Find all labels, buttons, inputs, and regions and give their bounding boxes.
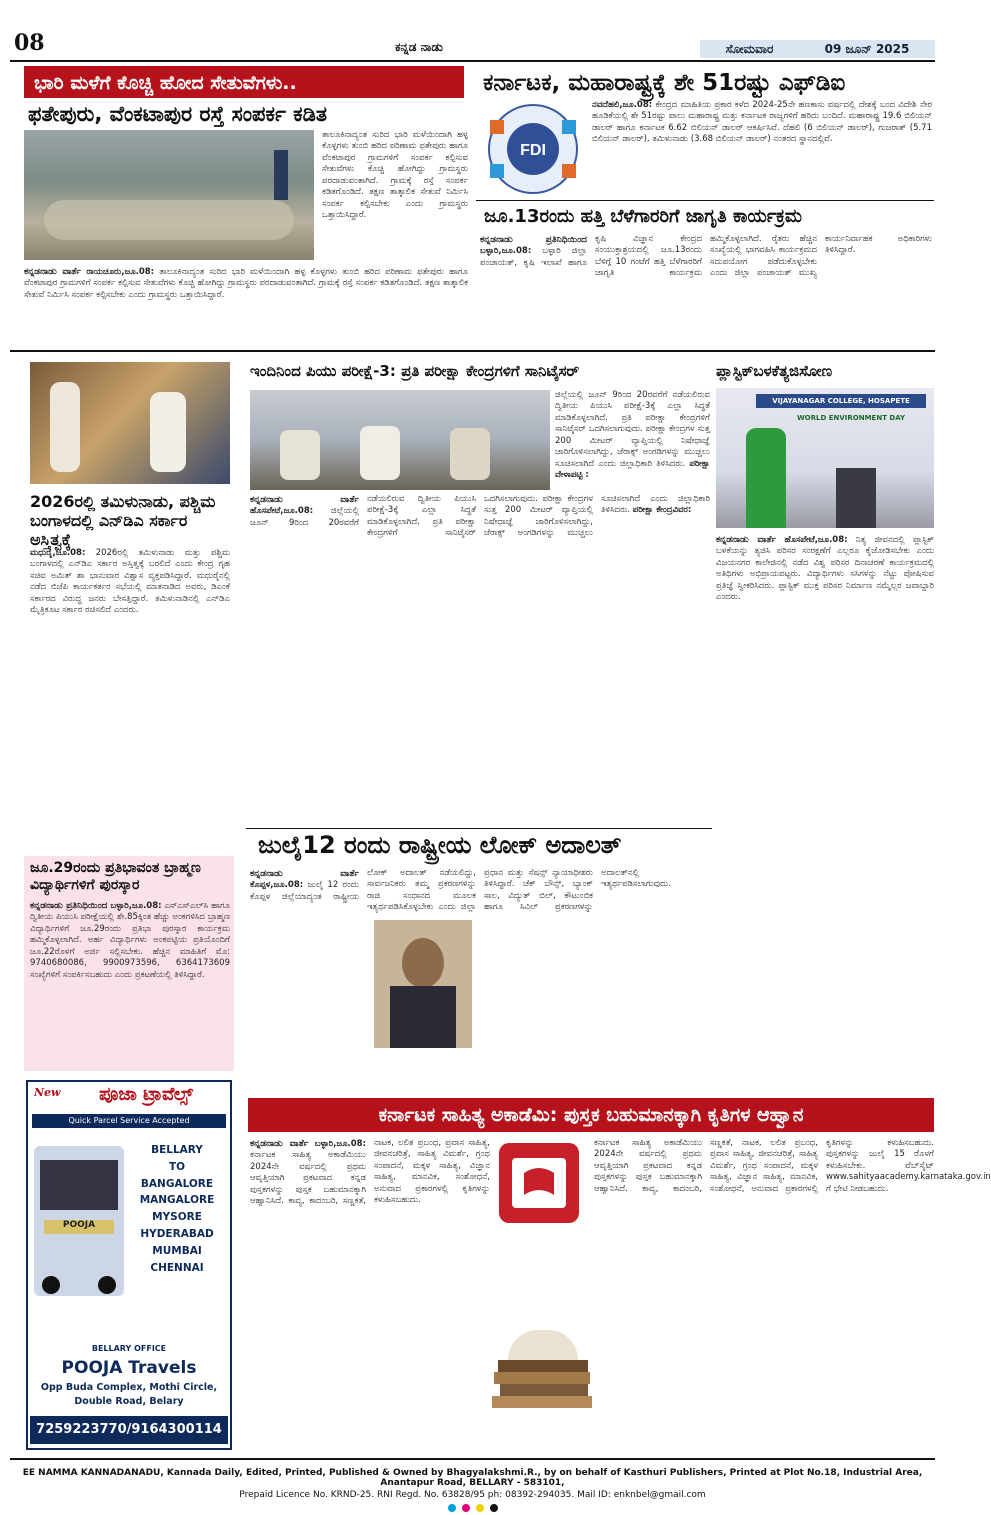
a5-headline: ಜೂ.29ರಂದು ಪ್ರತಿಭಾವಂತ ಬ್ರಾಹ್ಮಣ ವಿದ್ಯಾರ್ಥಿಗಳಿಗೆ ಪುರಸ್ಕಾರ <box>30 860 201 893</box>
fdi-label: FDI <box>520 142 546 159</box>
a6-meeting-photo <box>250 390 550 490</box>
ad-tagline: Quick Parcel Service Accepted <box>32 1114 226 1128</box>
a2-body <box>592 100 932 198</box>
ad-route-list <box>126 1142 228 1276</box>
a8-body-text: ಜುಲೈ 12 ರಂದು ಕೊಪ್ಪಳ ಜಿಲ್ಲೆಯಾದ್ಯಂತ ರಾಷ್ಟ್ರೀಯ ಲೋಕ್ ಅದಾಲತ್ ನಡೆಯಲಿದ್ದು, ಸಾರ್ವಜನಿಕರು ತಮ್ಮ ಪ್ರಕರಣಗಳನ್ನು ರಾಜಿ ಸಂಧಾನದ ಮೂಲಕ ಇತ್ಯರ್ಥಪಡಿಸಿಕೊಳ್ಳಬೇಕು ಎಂದು ಜಿಲ್ಲಾ ಪ್ರಧಾನ ಮತ್ತು ಸೆಷನ್ಸ್ ನ್ಯಾಯಾಧೀಶರು ತಿಳಿಸಿದ್ದಾರೆ. ಚೆಕ್ ಬೌನ್ಸ್, ಬ್ಯಾಂಕ್ ಸಾಲ, ವಿದ್ಯುತ್ ಬಿಲ್, ಕೌಟುಂಬಿಕ ಹಾಗೂ ಸಿವಿಲ್ ಪ್ರಕರಣಗಳನ್ನು ಅದಾಲತ್‌ನಲ್ಲಿ ಇತ್ಯರ್ಥಪಡಿಸಲಾಗುವುದು. <box>250 868 672 913</box>
ad-address-1: Opp Buda Complex, Mothi Circle, <box>40 1382 218 1393</box>
a3-body-text: ಬಳ್ಳಾರಿ ಜಿಲ್ಲಾ ಪಂಚಾಯತ್, ಕೃಷಿ ಇಲಾಖೆ ಹಾಗೂ ಕೃಷಿ ವಿಜ್ಞಾನ ಕೇಂದ್ರದ ಸಂಯುಕ್ತಾಶ್ರಯದಲ್ಲಿ ಜೂ.13ರಂದು ಬೆಳಿಗ್ಗೆ 10 ಗಂಟೆಗೆ ಹತ್ತಿ ಬೆಳೆಗಾರರಿಗೆ ಜಾಗೃತಿ ಕಾರ್ಯಕ್ರಮ ಹಮ್ಮಿಕೊಳ್ಳಲಾಗಿದೆ. ರೈತರು ಹೆಚ್ಚಿನ ಸಂಖ್ಯೆಯಲ್ಲಿ ಭಾಗವಹಿಸಿ ಕಾರ್ಯಕ್ರಮದ ಸದುಪಯೋಗ ಪಡೆದುಕೊಳ್ಳಬೇಕು ಎಂದು ಜಿಲ್ಲಾ ಪಂಚಾಯತ್ ಮುಖ್ಯ ಕಾರ್ಯನಿರ್ವಾಹಕ ಅಧಿಕಾರಿಗಳು ತಿಳಿಸಿದ್ದಾರೆ. <box>480 234 932 279</box>
footer-rule <box>10 1458 935 1460</box>
footer-line-1: EE NAMMA KANNADANADU, Kannada Daily, Edited, Printed, Published & Owned by Bhagyalakshmi.R., by on behalf of Kasthuri Publishers, Printed at Plot No.18, Industrial Area, Anantapur Road, BELLARY - 583101, <box>22 1468 923 1488</box>
ad-title: ಪೂಜಾ ಟ್ರಾವೆಲ್ಸ್ <box>68 1084 224 1110</box>
a8-dateline: ಕೊಪ್ಪಳ,ಜೂ.08: <box>250 880 304 891</box>
a4-headline: 2026ರಲ್ಲಿ ತಮಿಳುನಾಡು, ಪಶ್ಚಿಮ ಬಂಗಾಳದಲ್ಲಿ ಎನ್‌ಡಿಎ ಸರ್ಕಾರ ಅಸ್ತಿತ್ವಕ್ಕೆ <box>30 492 216 550</box>
a1-body-right: ತಾಲೂಕಿನಾದ್ಯಂತ ಸುರಿದ ಭಾರಿ ಮಳೆಯಿಂದಾಗಿ ಹಳ್ಳ ಕೊಳ್ಳಗಳು ತುಂಬಿ ಹರಿದ ಪರಿಣಾಮ ಫತೇಪುರು ಹಾಗೂ ವೆಂಕಟಾಪುರ ಗ್ರಾಮಗಳಿಗೆ ಸಂಪರ್ಕ ಕಲ್ಪಿಸುವ ಸೇತುವೆಗಳು ಕೊಚ್ಚಿ ಹೋಗಿದ್ದು ಗ್ರಾಮಸ್ಥರು ಪರದಾಡುವಂತಾಗಿದೆ. ಗ್ರಾಮಕ್ಕೆ ರಸ್ತೆ ಸಂಪರ್ಕ ಕಡಿತಗೊಂಡಿದೆ. ತಕ್ಷಣ ತಾತ್ಕಾಲಿಕ ಸೇತುವೆ ನಿರ್ಮಿಸಿ ಸಂಪರ್ಕ ಕಲ್ಪಿಸಬೇಕು ಎಂದು ಗ್ರಾಮಸ್ಥರು ಒತ್ತಾಯಿಸಿದ್ದಾರೆ. <box>322 130 468 221</box>
a8-headline: ಜುಲೈ12 ರಂದು ರಾಷ್ಟ್ರೀಯ ಲೋಕ್ ಅದಾಲತ್ <box>258 831 622 859</box>
a6-body-text: ಜಿಲ್ಲೆಯಲ್ಲಿ ಜೂನ್ 9ರಿಂದ 20ರವರೆಗೆ ನಡೆಯಲಿರುವ ದ್ವಿತೀಯ ಪಿಯುಸಿ ಪರೀಕ್ಷೆ-3ಕ್ಕೆ ಎಲ್ಲಾ ಸಿದ್ಧತೆ ಮಾಡಿಕೊಳ್ಳಲಾಗಿದೆ. ಪ್ರತಿ ಪರೀಕ್ಷಾ ಕೇಂದ್ರಗಳಿಗೆ ಸಾನಿಟೈಸರ್ ಒದಗಿಸಲಾಗುವುದು. ಪರೀಕ್ಷಾ ಕೇಂದ್ರಗಳ ಸುತ್ತ 200 ಮೀಟರ್ ವ್ಯಾಪ್ತಿಯಲ್ಲಿ ನಿಷೇಧಾಜ್ಞೆ ಜಾರಿಗೊಳಿಸಲಾಗಿದ್ದು, ಜೆರಾಕ್ಸ್ ಅಂಗಡಿಗಳನ್ನು ಮುಚ್ಚಲು ಸೂಚಿಸಲಾಗಿದೆ ಎಂದು ಜಿಲ್ಲಾಧಿಕಾರಿ ತಿಳಿಸಿದರು. <box>250 494 710 539</box>
a3-headline: ಜೂ.13ರಂದು ಹತ್ತಿ ಬೆಳೆಗಾರರಿಗೆ ಜಾಗೃತಿ ಕಾರ್ಯಕ್ರಮ <box>484 206 803 227</box>
date: 09 ಜೂನ್ 2025 <box>824 41 910 56</box>
a1-banner: ಭಾರಿ ಮಳೆಗೆ ಕೊಚ್ಚಿ ಹೋದ ಸೇತುವೆಗಳು.. <box>24 66 464 98</box>
a9-dateline: ಬಳ್ಳಾರಿ,ಜೂ.08: <box>314 1139 366 1149</box>
a7-byline: ಕನ್ನಡನಾಡು ವಾರ್ತೆ <box>716 535 777 545</box>
a9-banner: ಕರ್ನಾಟಕ ಸಾಹಿತ್ಯ ಅಕಾಡೆಮಿ: ಪುಸ್ತಕ ಬಹುಮಾನಕ್ಕಾಗಿ ಕೃತಿಗಳ ಆಹ್ವಾನ <box>248 1098 934 1132</box>
a5-body-text: ಎಸ್‌ಎಸ್‌ಎಲ್‌ಸಿ ಹಾಗೂ ದ್ವಿತೀಯ ಪಿಯುಸಿ ಪರೀಕ್ಷೆಯಲ್ಲಿ ಶೇ.85ಕ್ಕಿಂತ ಹೆಚ್ಚು ಅಂಕಗಳಿಸಿದ ಬ್ರಾಹ್ಮಣ ವಿದ್ಯಾರ್ಥಿಗಳಿಗೆ ಜೂ.29ರಂದು ಪ್ರತಿಭಾ ಪುರಸ್ಕಾರ ಕಾರ್ಯಕ್ರಮ ಹಮ್ಮಿಕೊಳ್ಳಲಾಗಿದೆ. ಅರ್ಹ ವಿದ್ಯಾರ್ಥಿಗಳು ಅಂಕಪಟ್ಟಿಯ ಪ್ರತಿಯೊಂದಿಗೆ ಜೂ.22ರೊಳಗೆ ಅರ್ಜಿ ಸಲ್ಲಿಸಬೇಕು. <box>30 901 230 957</box>
a9-byline: ಕನ್ನಡನಾಡು ವಾರ್ತೆ <box>250 1139 309 1149</box>
a8-body <box>250 868 710 1093</box>
a2-dateline: ನವದೆಹಲಿ,ಜೂ.08: <box>592 100 653 110</box>
a9-body-text-2: ಕರ್ನಾಟಕ ಸಾಹಿತ್ಯ ಅಕಾಡೆಮಿಯು 2024ನೇ ವರ್ಷದಲ್ಲಿ ಪ್ರಥಮ ಆವೃತ್ತಿಯಾಗಿ ಪ್ರಕಟವಾದ ಕನ್ನಡ ಪುಸ್ತಕಗಳನ್ನು ಪುಸ್ತಕ ಬಹುಮಾನಕ್ಕಾಗಿ ಆಹ್ವಾನಿಸಿದೆ. ಕಾವ್ಯ, ಕಾದಂಬರಿ, ಸಣ್ಣಕತೆ, ನಾಟಕ, ಲಲಿತ ಪ್ರಬಂಧ, ಪ್ರವಾಸ ಸಾಹಿತ್ಯ, ಜೀವನಚರಿತ್ರೆ, ಸಾಹಿತ್ಯ ವಿಮರ್ಶೆ, ಗ್ರಂಥ ಸಂಪಾದನೆ, ಮಕ್ಕಳ ಸಾಹಿತ್ಯ, ವಿಜ್ಞಾನ ಸಾಹಿತ್ಯ, ಮಾನವಿಕ, ಸಂಶೋಧನೆ, ಅನುವಾದ ಪ್ರಕಾರಗಳಲ್ಲಿ ಕೃತಿಗಳನ್ನು ಕಳುಹಿಸಬಹುದು. <box>594 1138 934 1194</box>
a1-byline: ಕನ್ನಡನಾಡು ವಾರ್ತೆ <box>24 267 82 277</box>
ad-phone: 7259223770/9164300114 <box>30 1416 228 1444</box>
a4-photo <box>30 362 230 484</box>
a6-dateline: ಹೊಸಪೇಟೆ,ಜೂ.08: <box>250 506 314 517</box>
a5-contact: ಹೆಚ್ಚಿನ ಮಾಹಿತಿಗೆ ಮೊ: 9740680086, 9900973596, 6364173609 ಸಂಖ್ಯೆಗಳಿಗೆ ಸಂಪರ್ಕಿಸಬಹುದು ಎಂದು ಪ್ರಕಟಣೆಯಲ್ಲಿ ತಿಳಿಸಿದ್ದಾರೆ. <box>30 946 230 980</box>
header-rule <box>10 60 935 62</box>
a4-body-text: 2026ರಲ್ಲಿ ತಮಿಳುನಾಡು ಮತ್ತು ಪಶ್ಚಿಮ ಬಂಗಾಳದಲ್ಲಿ ಎನ್‌ಡಿಎ ಸರ್ಕಾರ ಅಸ್ತಿತ್ವಕ್ಕೆ ಬರಲಿದೆ ಎಂದು ಕೇಂದ್ರ ಗೃಹ ಸಚಿವ ಅಮಿತ್ ಶಾ ಭಾನುವಾರ ವಿಶ್ವಾಸ ವ್ಯಕ್ತಪಡಿಸಿದ್ದಾರೆ. ಮಧುರೈನಲ್ಲಿ ನಡೆದ ಬಿಜೆಪಿ ಕಾರ್ಯಕರ್ತರ ಸಭೆಯಲ್ಲಿ ಮಾತನಾಡಿದ ಅವರು, ಡಿಎಂಕೆ ಸರ್ಕಾರದ ವಿರುದ್ಧ ಜನರು ಬೇಸತ್ತಿದ್ದಾರೆ. ತಮಿಳುನಾಡಿನಲ್ಲಿ ಎನ್‌ಡಿಎ ಮೈತ್ರಿಕೂಟ ಸರ್ಕಾರ ರಚಿಸಲಿದೆ ಎಂದರು. <box>30 548 231 616</box>
a5-dateline: ಬಳ್ಳಾರಿ,ಜೂ.08: <box>110 901 162 911</box>
route-0: BELLARY <box>151 1144 203 1156</box>
a9-deadline: ಪುಸ್ತಕಗಳನ್ನು ಜುಲೈ 15 ರೊಳಗೆ ಕಳುಹಿಸಬೇಕು. ವೆಬ್‌ಸೈಟ್ www.sahityaacademy.karnataka.gov.in ಗೆ ಭೇಟಿ ನೀಡಬಹುದು. <box>826 1149 991 1194</box>
a9-body-right <box>594 1138 991 1458</box>
a1-body-text: ತಾಲೂಕಿನಾದ್ಯಂತ ಸುರಿದ ಭಾರಿ ಮಳೆಯಿಂದಾಗಿ ಹಳ್ಳ ಕೊಳ್ಳಗಳು ತುಂಬಿ ಹರಿದ ಪರಿಣಾಮ ಫತೇಪುರು ಹಾಗೂ ವೆಂಕಟಾಪುರ ಗ್ರಾಮಗಳಿಗೆ ಸಂಪರ್ಕ ಕಲ್ಪಿಸುವ ಸೇತುವೆಗಳು ಕೊಚ್ಚಿ ಹೋಗಿದ್ದು ಗ್ರಾಮಸ್ಥರು ಪರದಾಡುವಂತಾಗಿದೆ. ಗ್ರಾಮಕ್ಕೆ ರಸ್ತೆ ಸಂಪರ್ಕ ಕಡಿತಗೊಂಡಿದೆ. ತಕ್ಷಣ ತಾತ್ಕಾಲಿಕ ಸೇತುವೆ ನಿರ್ಮಿಸಿ ಸಂಪರ್ಕ ಕಲ್ಪಿಸಬೇಕು ಎಂದು ಗ್ರಾಮಸ್ಥರು ಒತ್ತಾಯಿಸಿದ್ದಾರೆ. <box>24 267 468 300</box>
ad-office: BELLARY OFFICE <box>91 1344 167 1353</box>
ad-brand: POOJA Travels <box>61 1358 197 1378</box>
a1-headline: ಫತೇಪುರು, ವೆಂಕಟಾಪುರ ರಸ್ತೆ ಸಂಪರ್ಕ ಕಡಿತ <box>28 102 327 126</box>
a7-banner-text: VIJAYANAGAR COLLEGE, HOSAPETE <box>756 394 926 408</box>
book-icon <box>494 1138 584 1228</box>
a7-body-text: ನಿತ್ಯ ಜೀವನದಲ್ಲಿ ಪ್ಲಾಸ್ಟಿಕ್ ಬಳಕೆಯನ್ನು ತ್ಯಜಿಸಿ ಪರಿಸರ ಸಂರಕ್ಷಣೆಗೆ ಎಲ್ಲರೂ ಕೈಜೋಡಿಸಬೇಕು ಎಂದು ವಿಜಯನಗರ ಕಾಲೇಜಿನಲ್ಲಿ ನಡೆದ ವಿಶ್ವ ಪರಿಸರ ದಿನಾಚರಣೆ ಕಾರ್ಯಕ್ರಮದಲ್ಲಿ ಅತಿಥಿಗಳು ಅಭಿಪ್ರಾಯಪಟ್ಟರು. ವಿದ್ಯಾರ್ಥಿಗಳು ಸಸಿಗಳನ್ನು ನೆಟ್ಟು ಪೋಷಿಸುವ ಪ್ರತಿಜ್ಞೆ ಸ್ವೀಕರಿಸಿದರು. ಪ್ಲಾಸ್ಟಿಕ್ ಮುಕ್ತ ಪರಿಸರ ನಿರ್ಮಾಣ ನಮ್ಮೆಲ್ಲರ ಜವಾಬ್ದಾರಿ ಎಂದರು. <box>716 535 935 603</box>
a3-dateline: ಬಳ್ಳಾರಿ,ಜೂ.08: <box>480 246 532 257</box>
a6-subhead-1: ಪರೀಕ್ಷಾ ವೇಳಾಪಟ್ಟಿ : <box>555 458 710 481</box>
route-7: CHENNAI <box>150 1261 204 1274</box>
a7-body <box>716 534 934 1104</box>
a9-body-text: ಕರ್ನಾಟಕ ಸಾಹಿತ್ಯ ಅಕಾಡೆಮಿಯು 2024ನೇ ವರ್ಷದಲ್ಲಿ ಪ್ರಥಮ ಆವೃತ್ತಿಯಾಗಿ ಪ್ರಕಟವಾದ ಕನ್ನಡ ಪುಸ್ತಕಗಳನ್ನು ಪುಸ್ತಕ ಬಹುಮಾನಕ್ಕಾಗಿ ಆಹ್ವಾನಿಸಿದೆ. ಕಾವ್ಯ, ಕಾದಂಬರಿ, ಸಣ್ಣಕತೆ, ನಾಟಕ, ಲಲಿತ ಪ್ರಬಂಧ, ಪ್ರವಾಸ ಸಾಹಿತ್ಯ, ಜೀವನಚರಿತ್ರೆ, ಸಾಹಿತ್ಯ ವಿಮರ್ಶೆ, ಗ್ರಂಥ ಸಂಪಾದನೆ, ಮಕ್ಕಳ ಸಾಹಿತ್ಯ, ವಿಜ್ಞಾನ ಸಾಹಿತ್ಯ, ಮಾನವಿಕ, ಸಂಶೋಧನೆ, ಅನುವಾದ ಪ್ರಕಾರಗಳಲ್ಲಿ ಕೃತಿಗಳನ್ನು ಕಳುಹಿಸಬಹುದು. <box>250 1138 490 1207</box>
a2-rule <box>476 200 934 201</box>
a6-body <box>250 494 710 824</box>
route-2: BANGALORE <box>140 1177 214 1190</box>
a1-dateline: ರಾಯಚೂರು,ಜೂ.08: <box>86 267 155 277</box>
registration-dots <box>0 1504 945 1515</box>
a3-byline: ಕನ್ನಡನಾಡು ಪ್ರತಿನಿಧಿಯಿಂದ <box>480 235 587 245</box>
a2-headline: ಕರ್ನಾಟಕ, ಮಹಾರಾಷ್ಟ್ರಕ್ಕೆ ಶೇ 51ರಷ್ಟು ಎಫ್‌ಡಿಐ <box>483 70 846 96</box>
a5-body <box>30 900 230 1068</box>
fdi-gear-icon <box>480 100 586 198</box>
a3-body <box>480 234 932 344</box>
footer <box>0 1466 945 1507</box>
a8-byline: ಕನ್ನಡನಾಡು ವಾರ್ತೆ <box>250 869 359 879</box>
paper-name: ಕನ್ನಡ ನಾಡು <box>395 40 443 54</box>
a6-subhead-2: ಪರೀಕ್ಷಾ ಕೇಂದ್ರವಿವರ: <box>632 505 692 516</box>
a7-headline: ಪ್ಲಾಸ್ಟಿಕ್‌ಬಳಕೆತ್ಯಜಿಸೋಣ <box>716 362 833 380</box>
a6-body-right-text: ಜಿಲ್ಲೆಯಲ್ಲಿ ಜೂನ್ 9ರಿಂದ 20ರವರೆಗೆ ನಡೆಯಲಿರುವ ದ್ವಿತೀಯ ಪಿಯುಸಿ ಪರೀಕ್ಷೆ-3ಕ್ಕೆ ಎಲ್ಲಾ ಸಿದ್ಧತೆ ಮಾಡಿಕೊಳ್ಳಲಾಗಿದೆ. ಪ್ರತಿ ಪರೀಕ್ಷಾ ಕೇಂದ್ರಗಳಿಗೆ ಸಾನಿಟೈಸರ್ ಒದಗಿಸಲಾಗುವುದು. ಪರೀಕ್ಷಾ ಕೇಂದ್ರಗಳ ಸುತ್ತ 200 ಮೀಟರ್ ವ್ಯಾಪ್ತಿಯಲ್ಲಿ ನಿಷೇಧಾಜ್ಞೆ ಜಾರಿಗೊಳಿಸಲಾಗಿದ್ದು, ಜೆರಾಕ್ಸ್ ಅಂಗಡಿಗಳನ್ನು ಮುಚ್ಚಲು ಸೂಚಿಸಲಾಗಿದೆ ಎಂದು ಜಿಲ್ಲಾಧಿಕಾರಿ ತಿಳಿಸಿದರು. <box>555 390 710 469</box>
a2-body-text: ಕೇಂದ್ರದ ಮಾಹಿತಿಯ ಪ್ರಕಾರ ಕಳೆದ 2024-25ನೇ ಹಣಕಾಸು ವರ್ಷದಲ್ಲಿ ದೇಶಕ್ಕೆ ಬಂದ ವಿದೇಶಿ ನೇರ ಹೂಡಿಕೆಯಲ್ಲಿ ಶೇ 51ರಷ್ಟು ಪಾಲು ಮಹಾರಾಷ್ಟ್ರ ಮತ್ತು ಕರ್ನಾಟಕ ರಾಜ್ಯಗಳಿಗೆ ಹರಿದು ಬಂದಿದೆ. ಮಹಾರಾಷ್ಟ್ರ 19.6 ಬಿಲಿಯನ್ ಡಾಲರ್ ಹಾಗೂ ಕರ್ನಾಟಕ 6.62 ಬಿಲಿಯನ್ ಡಾಲರ್ ಆಕರ್ಷಿಸಿವೆ. ದೆಹಲಿ (6 ಬಿಲಿಯನ್ ಡಾಲರ್), ಗುಜರಾತ್ (5.71 ಬಿಲಿಯನ್ ಡಾಲರ್), ತಮಿಳುನಾಡು (3.68 ಬಿಲಿಯನ್ ಡಾಲರ್) ನಂತರದ ಸ್ಥಾನದಲ್ಲಿವೆ. <box>592 100 933 145</box>
a6-headline: ಇಂದಿನಿಂದ ಪಿಯು ಪರೀಕ್ಷೆ-3: ಪ್ರತಿ ಪರೀಕ್ಷಾ ಕೇಂದ್ರಗಳಿಗೆ ಸಾನಿಟೈಸರ್ <box>250 362 580 380</box>
a8-rule <box>246 828 712 829</box>
day: ಸೋಮವಾರ <box>725 41 774 56</box>
route-6: MUMBAI <box>152 1244 202 1257</box>
a7-dateline: ಹೊಸಪೇಟೆ,ಜೂ.08: <box>784 535 848 545</box>
ad-routes <box>28 1136 230 1336</box>
date-bar <box>700 40 935 58</box>
bus-name: POOJA <box>44 1220 114 1234</box>
route-4: MYSORE <box>152 1211 202 1224</box>
a1-body <box>24 266 468 326</box>
bus-icon <box>34 1146 124 1296</box>
footer-line-2: Prepaid Licence No. KRND-25. RNI Regd. No. 63828/95 ph: 08392-294035. Mail ID: enknbel@gmail.com <box>239 1490 706 1500</box>
ad-address-2: Double Road, Belary <box>74 1396 184 1407</box>
a7-banner-sub: WORLD ENVIRONMENT DAY <box>796 414 906 422</box>
ad-pooja-travels <box>26 1080 232 1450</box>
a6-body-right <box>555 390 710 510</box>
route-1: TO <box>168 1160 186 1173</box>
a4-body <box>30 548 230 848</box>
a1-flood-photo <box>24 130 314 260</box>
a6-byline: ಕನ್ನಡನಾಡು ವಾರ್ತೆ <box>250 495 359 505</box>
route-5: HYDERABAD <box>140 1227 214 1240</box>
route-3: MANGALORE <box>139 1194 215 1207</box>
page-number: 08 <box>14 30 45 56</box>
book-stack-image <box>488 1300 598 1450</box>
a4-dateline: ಮಧುರೈ,ಜೂ.08: <box>30 548 86 558</box>
a7-photo <box>716 388 934 528</box>
ad-new-label: New <box>34 1086 61 1099</box>
a5-byline: ಕನ್ನಡನಾಡು ಪ್ರತಿನಿಧಿಯಿಂದ <box>30 901 108 911</box>
section-rule-1 <box>10 350 935 352</box>
a9-body-left <box>250 1138 490 1458</box>
